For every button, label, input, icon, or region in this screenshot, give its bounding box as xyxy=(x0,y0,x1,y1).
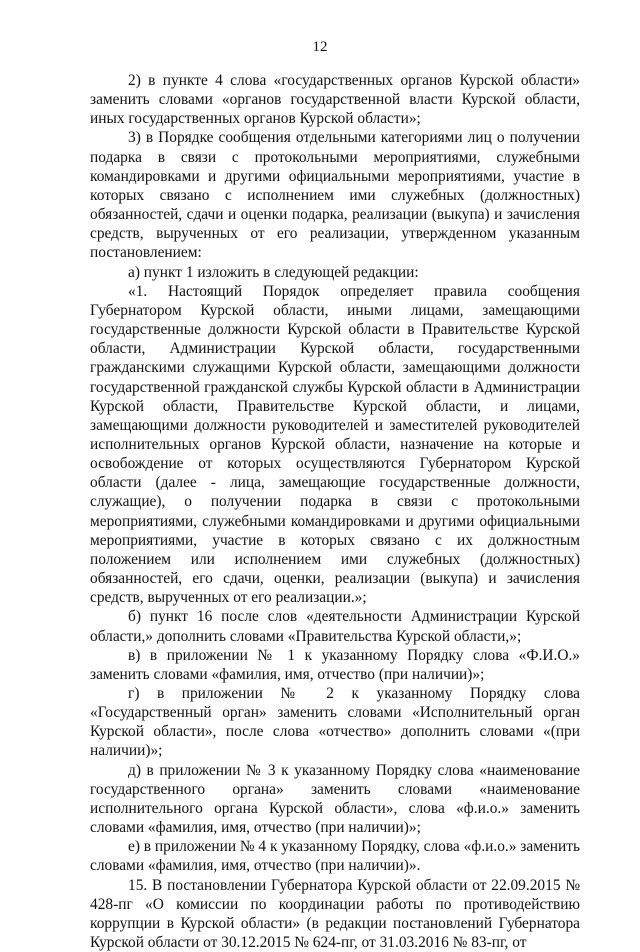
paragraph-subitem-v: в) в приложении № 1 к указанному Порядку слова «Ф.И.О.» заменить словами «фамилия, имя, отчество (при наличии)»; xyxy=(90,646,580,683)
paragraph-item-3: 3) в Порядке сообщения отдельными категориями лиц о получении подарка в связи с протокольными мероприятиями, служебными командировками и другими официальными мероприятиями, участие в которых связано с исполнением ими служебных (должностных) обязанностей, сдачи и оценки подарка, реализации (выкупа) и зачисления средств, вырученных от его реализации, утвержденном указанным постановлением: xyxy=(90,129,580,262)
paragraph-item-15: 15. В постановлении Губернатора Курской области от 22.09.2015 № 428-пг «О комиссии по координации работы по противодействию коррупции в Курской области» (в редакции постановлений Губернатора Курской области от 30.12.2015 № 624-пг, от 31.03.2016 № 83-пг, от xyxy=(90,876,580,952)
paragraph-subitem-g: г) в приложении № 2 к указанному Порядку слова «Государственный орган» заменить словами «Исполнительный орган Курской области», после слова «отчество» дополнить словами «(при наличии)»; xyxy=(90,685,580,760)
paragraph-subitem-b: б) пункт 16 после слов «деятельности Администрации Курской области,» дополнить словами «Правительства Курской области,»; xyxy=(90,608,580,645)
page-number: 12 xyxy=(312,39,328,55)
paragraph-quoted-point-1: «1. Настоящий Порядок определяет правила сообщения Губернатором Курской области, иными лицами, замещающими государственные должности Курской области в Правительстве Курской области, Администрации Курской области, государственными гражданскими служащими Курской области, замещающими должности государственной гражданской службы Курской области в Администрации Курской области, Правительстве Курской области, и лицами, замещающими должности руководителей и заместителей руководителей исполнительных органов Курской области, назначение на которые и освобождение от которых осуществляются Губернатором Курской области (далее - лица, замещающие государственные должности, служащие), о получении подарка в связи с протокольными мероприятиями, служебными командировками и другими официальными мероприятиями, участие в которых связано с их должностным положением или исполнением ими служебных (должностных) обязанностей, его сдачи, оценки, реализации (выкупа) и зачисления средств, вырученных от его реализации.»; xyxy=(90,282,580,607)
paragraph-item-2: 2) в пункте 4 слова «государственных органов Курской области» заменить словами «органов государственной власти Курской области, иных государственных органов Курской области»; xyxy=(90,72,580,128)
paragraph-subitem-e: е) в приложении № 4 к указанному Порядку, слова «ф.и.о.» заменить словами «фамилия, имя, отчество (при наличии)». xyxy=(90,838,580,875)
paragraph-subitem-d: д) в приложении № 3 к указанному Порядку слова «наименование государственного органа» заменить словами «наименование исполнительного органа Курской области», слова «ф.и.о.» заменить словами «фамилия, имя, отчество (при наличии)»; xyxy=(90,761,580,837)
paragraph-subitem-a: а) пункт 1 изложить в следующей редакции: xyxy=(128,263,419,281)
document-body xyxy=(90,71,580,952)
